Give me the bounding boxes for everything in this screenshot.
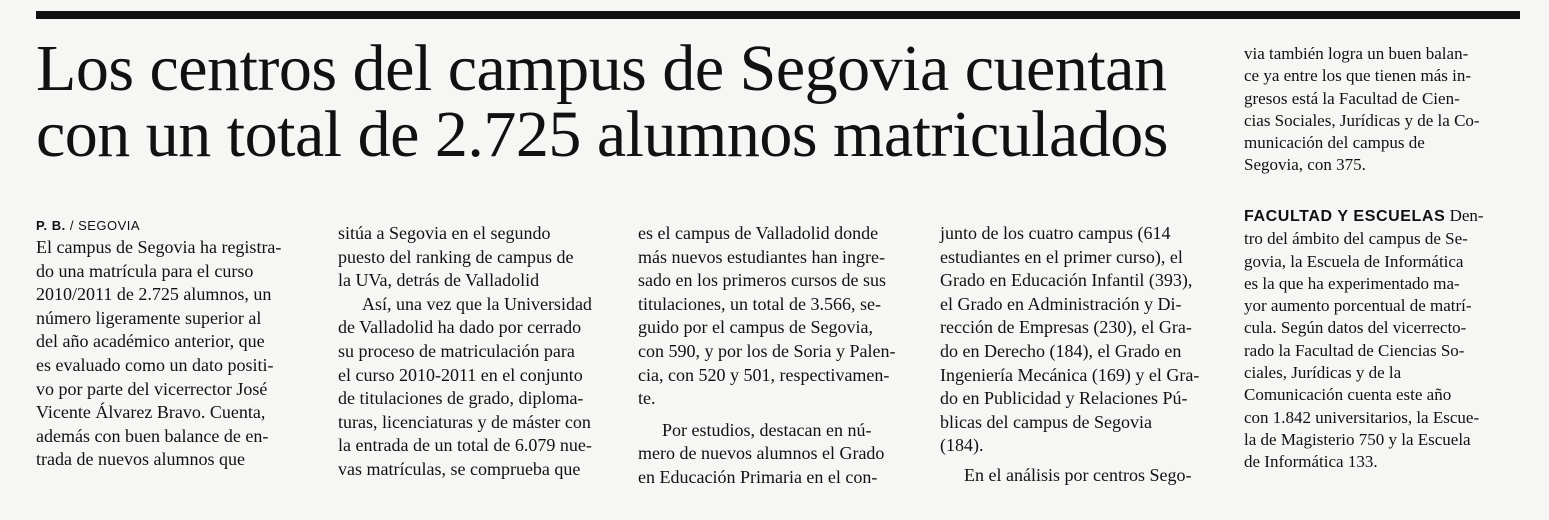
- top-rule: [36, 11, 1520, 19]
- paragraph: [1244, 205, 1520, 474]
- text-line: vo por parte del vicerrector José: [36, 378, 268, 399]
- text-line: En el análisis por centros Sego-: [964, 464, 1192, 485]
- text-line: en Educación Primaria en el con-: [638, 466, 878, 487]
- text-line: do en Derecho (184), el Grado en: [940, 340, 1182, 361]
- text-line: de titulaciones de grado, diploma-: [338, 388, 584, 409]
- article-column-1: [36, 217, 312, 472]
- article-column-6: [1244, 205, 1520, 474]
- text-line: Segovia, con 375.: [1244, 155, 1366, 175]
- text-line: 2010/2011 de 2.725 alumnos, un: [36, 284, 272, 305]
- byline-place: SEGOVIA: [78, 218, 141, 233]
- paragraph: [338, 222, 614, 293]
- text-line: de Valladolid ha dado por cerrado: [338, 317, 582, 338]
- paragraph: [638, 222, 914, 411]
- section-heading: FACULTAD Y ESCUELAS: [1244, 208, 1446, 225]
- text-line: de Informática 133.: [1244, 452, 1378, 472]
- paragraph: [940, 222, 1216, 458]
- text-line: mero de nuevos alumnos el Grado: [638, 443, 885, 464]
- text-line: es la que ha experimentado ma-: [1244, 273, 1460, 293]
- text-line: te.: [638, 388, 656, 409]
- text-line: estudiantes en el primer curso), el: [940, 246, 1183, 267]
- text-line: gresos está la Facultad de Cien-: [1244, 88, 1460, 108]
- text-line: junto de los cuatro campus (614: [940, 223, 1171, 243]
- text-line: cias Sociales, Jurídicas y de la Co-: [1244, 110, 1480, 130]
- text-line: Ingeniería Mecánica (169) y el Gra-: [940, 364, 1200, 385]
- text-line: Vicente Álvarez Bravo. Cuenta,: [36, 402, 266, 423]
- text-line: (184).: [940, 435, 984, 456]
- article-column-2: [338, 222, 614, 482]
- text-line: es evaluado como un dato positi-: [36, 354, 274, 375]
- paragraph: [940, 464, 1216, 488]
- byline-author: P. B.: [36, 218, 66, 233]
- byline: [36, 217, 312, 234]
- article-column-5: [1244, 43, 1520, 177]
- text-line: trada de nuevos alumnos que: [36, 449, 245, 470]
- text-line: govia, la Escuela de Informática: [1244, 251, 1464, 271]
- headline-line: Los centros del campus de Segovia cuentan: [36, 32, 1167, 105]
- text-line: sitúa a Segovia en el segundo: [338, 223, 551, 243]
- text-line: titulaciones, un total de 3.566, se-: [638, 293, 881, 314]
- text-line: número ligeramente superior al: [36, 307, 262, 328]
- text-line: guido por el campus de Segovia,: [638, 317, 873, 338]
- text-line: turas, licenciaturas y de máster con: [338, 411, 591, 432]
- text-line: con 590, y por los de Soria y Palen-: [638, 340, 896, 361]
- byline-separator: /: [65, 218, 79, 233]
- text-line: más nuevos estudiantes han ingre-: [638, 246, 885, 267]
- text-line: el curso 2010-2011 en el conjunto: [338, 364, 583, 385]
- text-line: rección de Empresas (230), el Gra-: [940, 317, 1192, 338]
- text-line: Grado en Educación Infantil (393),: [940, 270, 1193, 291]
- text-line: do en Publicidad y Relaciones Pú-: [940, 388, 1188, 409]
- text-line: la entrada de un total de 6.079 nue-: [338, 435, 592, 456]
- paragraph: [1244, 43, 1520, 177]
- text-line: Así, una vez que la Universidad: [362, 293, 592, 314]
- text-line: municación del campus de: [1244, 133, 1425, 153]
- section-heading-continuation: Den-: [1445, 206, 1484, 225]
- paragraph: [638, 419, 914, 490]
- article-column-3: [638, 222, 914, 490]
- article-column-4: [940, 222, 1216, 488]
- text-line: cia, con 520 y 501, respectivamen-: [638, 364, 890, 385]
- text-line: sado en los primeros cursos de sus: [638, 270, 886, 291]
- text-line: la UVa, detrás de Valladolid: [338, 270, 540, 291]
- text-line: del año académico anterior, que: [36, 331, 265, 352]
- text-line: es el campus de Valladolid donde: [638, 223, 879, 243]
- text-line: su proceso de matriculación para: [338, 340, 575, 361]
- headline: [36, 32, 1216, 171]
- text-line: vas matrículas, se comprueba que: [338, 458, 581, 479]
- text-line: blicas del campus de Segovia: [940, 411, 1152, 432]
- text-line: con 1.842 universitarios, la Escue-: [1244, 407, 1480, 427]
- paragraph: [338, 293, 614, 482]
- text-line: ciales, Jurídicas y de la: [1244, 363, 1402, 383]
- text-line: via también logra un buen balan-: [1244, 44, 1469, 63]
- text-line: puesto del ranking de campus de: [338, 246, 574, 267]
- text-line: tro del ámbito del campus de Se-: [1244, 229, 1468, 249]
- text-line: además con buen balance de en-: [36, 425, 269, 446]
- text-line: Comunicación cuenta este año: [1244, 385, 1452, 405]
- text-line: [1244, 205, 1520, 228]
- text-line: do una matrícula para el curso: [36, 260, 254, 281]
- text-line: yor aumento porcentual de matrí-: [1244, 296, 1472, 316]
- paragraph: [36, 236, 312, 472]
- text-line: cula. Según datos del vicerrecto-: [1244, 318, 1467, 338]
- headline-line: con un total de 2.725 alumnos matriculados: [36, 98, 1168, 171]
- text-line: la de Magisterio 750 y la Escuela: [1244, 429, 1471, 449]
- text-line: El campus de Segovia ha registra-: [36, 237, 282, 257]
- text-line: ce ya entre los que tienen más in-: [1244, 66, 1472, 86]
- text-line: rado la Facultad de Ciencias So-: [1244, 340, 1465, 360]
- text-line: Por estudios, destacan en nú-: [662, 419, 872, 440]
- text-line: el Grado en Administración y Di-: [940, 293, 1182, 314]
